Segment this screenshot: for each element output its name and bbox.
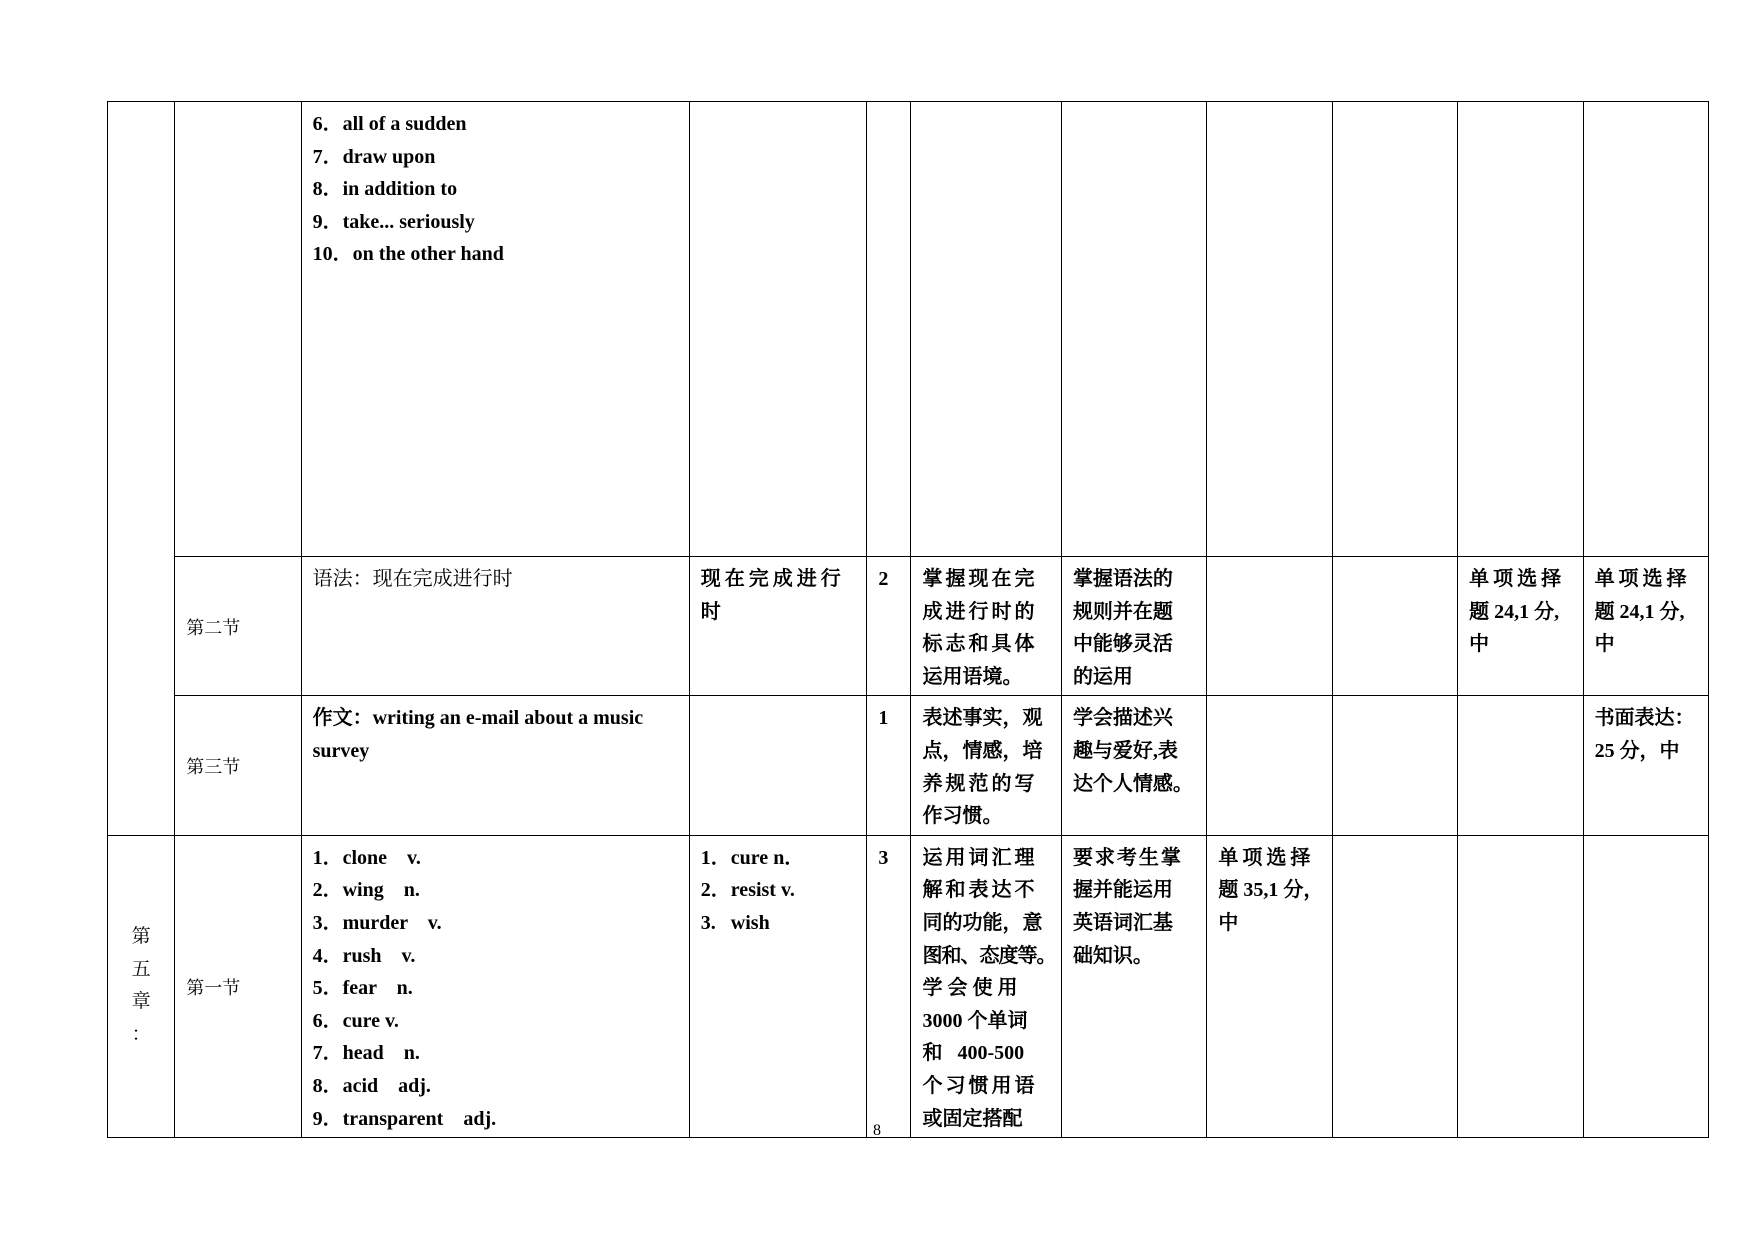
- goal-line: 解和表达不: [922, 879, 1038, 902]
- goal-line: 表述事实，观: [922, 707, 1043, 730]
- requirement-line: 的运用: [1072, 665, 1133, 688]
- goal-line: 作习惯。: [922, 805, 1003, 828]
- vocab-line: 8．in addition to: [312, 178, 458, 201]
- page-number: 8: [873, 1122, 881, 1139]
- vocab-line: 6．cure v.: [312, 1009, 399, 1032]
- exam-cell: [1583, 696, 1708, 835]
- exam-line: 题 24,1 分,: [1594, 600, 1685, 623]
- exam-cell: [1583, 835, 1708, 1137]
- goal-line: 个习惯用语: [922, 1074, 1038, 1097]
- focus-cell: [689, 696, 867, 835]
- focus-line: 1．cure n．: [700, 846, 805, 869]
- exam-cell: [1207, 835, 1332, 1137]
- exam-line: 题 24,1 分,: [1469, 600, 1560, 623]
- exam-cell: [1207, 696, 1332, 835]
- exam-line: 中: [1469, 633, 1490, 656]
- content-cell: 语法：现在完成进行时: [301, 557, 689, 696]
- requirement-line: 规则并在题: [1072, 600, 1173, 623]
- hours-cell: 2: [867, 557, 911, 696]
- focus-cell: [689, 835, 867, 1137]
- goal-line: 标志和具体: [922, 633, 1038, 656]
- section-label: 第一节: [175, 835, 301, 1137]
- hours-cell: [867, 102, 911, 557]
- vocab-line: 6．all of a sudden: [312, 113, 467, 135]
- requirement-line: 握并能运用: [1072, 879, 1173, 902]
- exam-line: 书面表达：: [1594, 707, 1695, 730]
- exam-cell: [1207, 557, 1332, 696]
- goal-cell: [911, 696, 1061, 835]
- vocab-line: 2．wing n.: [312, 879, 420, 902]
- requirement-cell: [1061, 835, 1206, 1137]
- requirement-cell: [1061, 102, 1206, 557]
- exam-line: 中: [1218, 911, 1239, 934]
- exam-cell: [1458, 835, 1583, 1137]
- hours-cell: 1: [867, 696, 911, 835]
- table-row: [108, 557, 1709, 696]
- requirement-line: 学会描述兴: [1072, 707, 1173, 730]
- exam-cell: [1332, 102, 1457, 557]
- vocab-line: 9．transparent adj.: [312, 1107, 497, 1130]
- requirement-line: 趣与爱好,表: [1072, 739, 1178, 762]
- exam-line: 题 35,1 分，: [1218, 879, 1324, 902]
- exam-line: 25 分，中: [1594, 739, 1680, 762]
- goal-line: 同的功能，意: [922, 911, 1043, 934]
- goal-line: 运用词汇理: [922, 846, 1038, 869]
- focus-text: 现在完成进行时: [700, 568, 845, 623]
- focus-cell: [689, 102, 867, 557]
- vocab-line: 8．acid adj.: [312, 1074, 431, 1097]
- goal-line: 和 400-500: [922, 1042, 1025, 1065]
- exam-cell: [1207, 102, 1332, 557]
- exam-cell: [1332, 835, 1457, 1137]
- content-cell: [301, 696, 689, 835]
- vocab-line: 7．head n.: [312, 1042, 420, 1065]
- vocab-line: 7．draw upon: [312, 145, 436, 168]
- exam-cell: [1458, 557, 1583, 696]
- focus-line: 3. wish: [700, 911, 770, 934]
- vocab-line: 10．on the other hand: [312, 243, 504, 266]
- exam-line: 单项选择: [1469, 568, 1566, 590]
- goal-cell: [911, 102, 1061, 557]
- requirement-line: 础知识。: [1072, 944, 1153, 967]
- goal-line: 运用语境。: [922, 665, 1023, 688]
- focus-cell: [689, 557, 867, 696]
- requirement-line: 要求考生掌: [1072, 846, 1183, 869]
- requirement-line: 掌握语法的: [1072, 568, 1173, 590]
- goal-line: 成进行时的: [922, 600, 1038, 623]
- table-row: [108, 102, 1709, 557]
- content-line: survey: [312, 739, 370, 762]
- vocab-line: 4．rush v.: [312, 944, 416, 967]
- hours-cell: 3: [867, 835, 911, 1137]
- chapter-cell-empty: [108, 102, 175, 836]
- section-cell: [175, 102, 301, 557]
- requirement-cell: [1061, 557, 1206, 696]
- exam-line: 单项选择: [1594, 568, 1691, 590]
- goal-cell: [911, 557, 1061, 696]
- goal-line: 掌握现在完: [922, 568, 1038, 590]
- goal-cell: [911, 835, 1061, 1137]
- requirement-line: 达个人情感。: [1072, 772, 1193, 795]
- goal-line: 或固定搭配: [922, 1107, 1023, 1130]
- content-cell: [301, 835, 689, 1137]
- goal-line: 点，情感，培: [922, 739, 1043, 762]
- exam-cell: [1332, 696, 1457, 835]
- table-row: [108, 696, 1709, 835]
- content-cell: [301, 102, 689, 557]
- vocab-line: 1．clone v.: [312, 846, 421, 869]
- content-line: 作文：writing an e-mail about a music: [312, 707, 644, 730]
- chapter-char: 章: [131, 991, 151, 1013]
- vocab-line: 9．take... seriously: [312, 210, 475, 233]
- chapter-label: [108, 835, 175, 1137]
- exam-cell: [1458, 102, 1583, 557]
- chapter-char: ：: [131, 1024, 151, 1046]
- goal-line: 图和、态度等。: [922, 944, 1056, 967]
- vocab-line: 3．murder v.: [312, 911, 442, 934]
- goal-line: 3000 个单词: [922, 1009, 1028, 1032]
- requirement-cell: [1061, 696, 1206, 835]
- exam-cell: [1583, 557, 1708, 696]
- requirement-line: 中能够灵活: [1072, 633, 1173, 656]
- chapter-char: 第: [131, 926, 151, 948]
- exam-cell: [1458, 696, 1583, 835]
- vocab-line: 5．fear n.: [312, 977, 413, 1000]
- exam-line: 单项选择: [1218, 846, 1315, 869]
- table-row: [108, 835, 1709, 1137]
- section-label: 第二节: [175, 557, 301, 696]
- exam-line: 中: [1594, 633, 1615, 656]
- goal-line: 养规范的写: [922, 772, 1038, 795]
- exam-cell: [1583, 102, 1708, 557]
- chapter-char: 五: [131, 958, 151, 980]
- requirement-line: 英语词汇基: [1072, 911, 1173, 934]
- exam-cell: [1332, 557, 1457, 696]
- section-label: 第三节: [175, 696, 301, 835]
- goal-line: 学 会 使 用: [922, 977, 1018, 1000]
- syllabus-table: [107, 101, 1709, 1138]
- focus-line: 2．resist v.: [700, 879, 795, 902]
